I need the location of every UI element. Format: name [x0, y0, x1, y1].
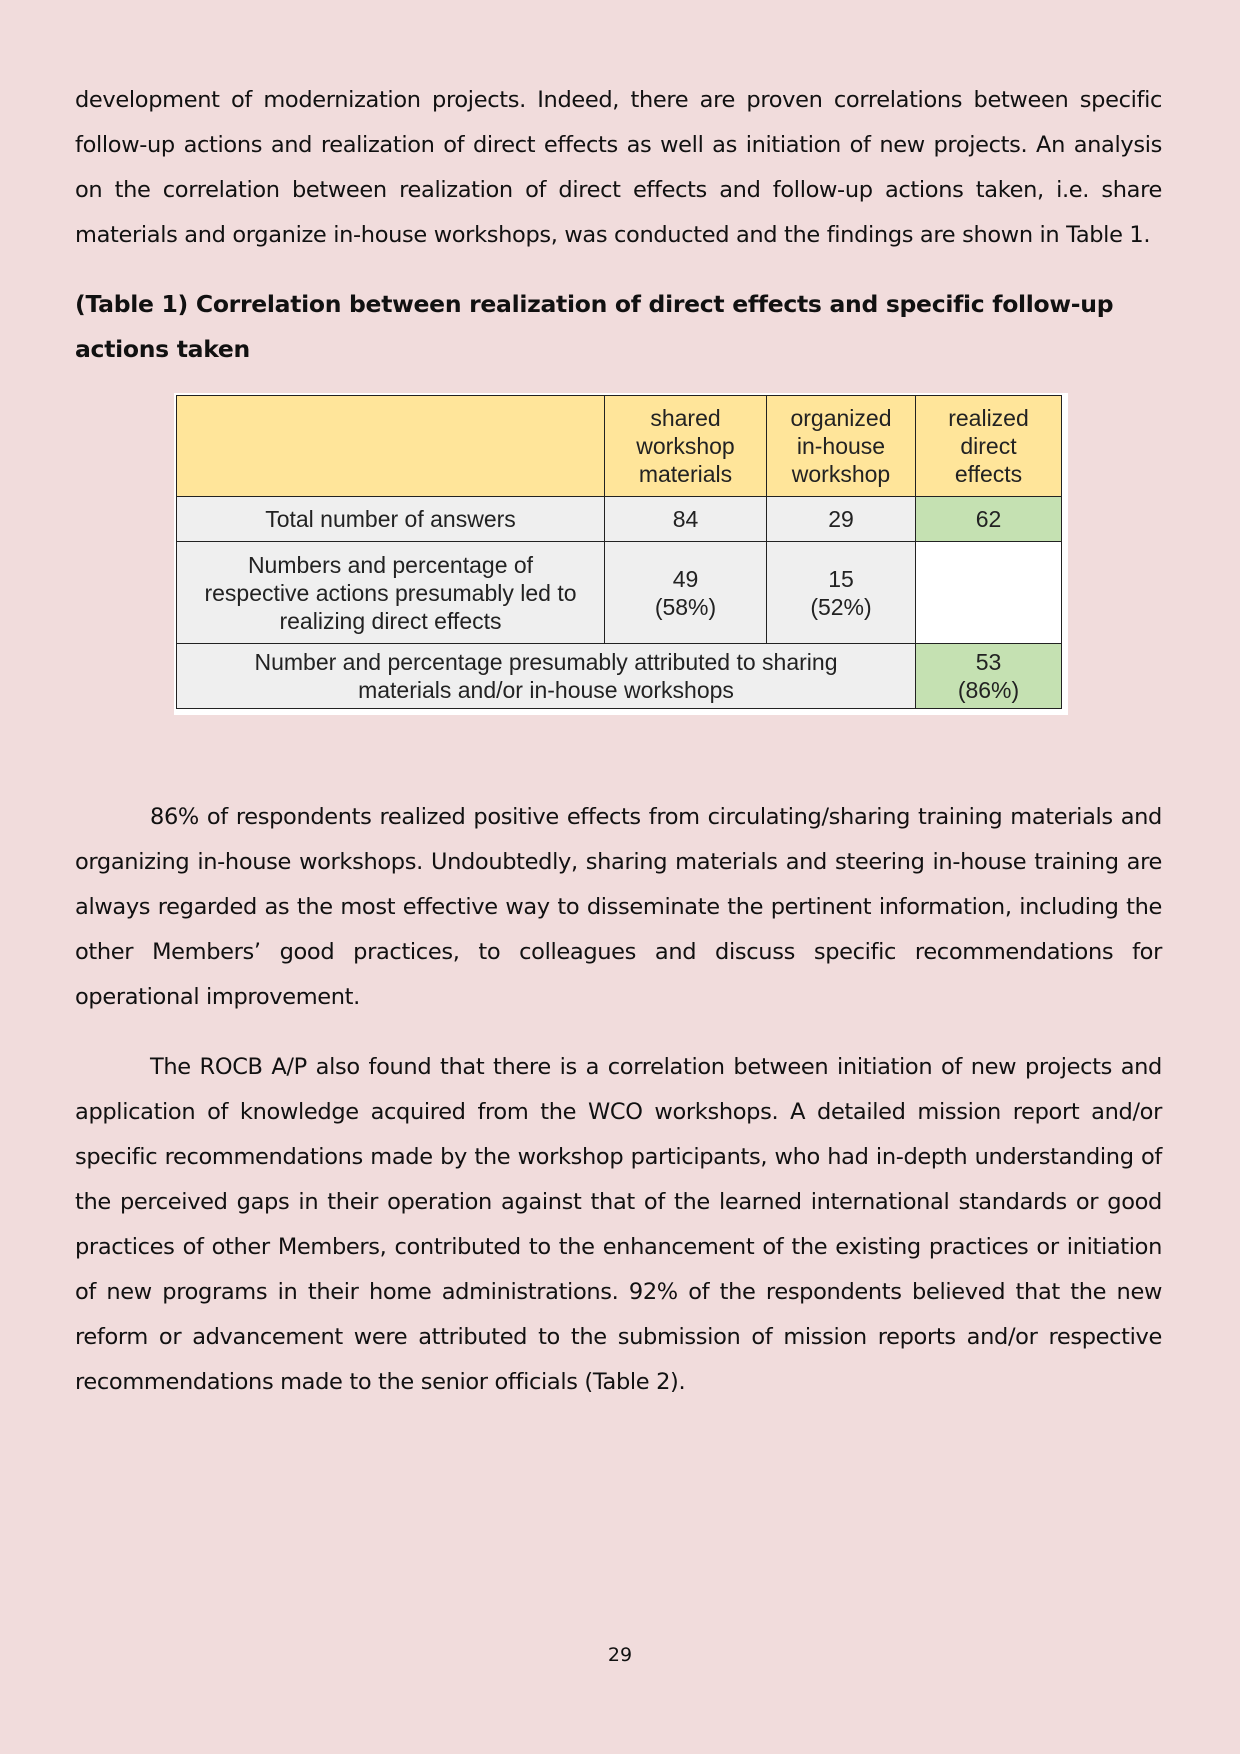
page-body-lower — [75, 795, 1162, 1405]
cell-total-shared: 84 — [605, 497, 767, 542]
header-shared-materials: shared workshop materials — [605, 396, 767, 497]
page-number: 29 — [607, 1644, 633, 1666]
cell-led-to-organized: 15 (52%) — [767, 542, 916, 644]
paragraph-3: The ROCB A/P also found that there is a correlation between initiation of new projects and application of knowledge acquired from the WCO workshops. A detailed mission report and/or specific recommendations made by the workshop participants, who had in-depth understanding of the perceived gaps in their operation against that of the learned international standards or good practices of other Members, contributed to the enhancement of the existing practices or initiation of new programs in their home administrations. 92% of the respondents believed that the new reform or advancement were attributed to the submission of mission reports and/or respective recommendations made to the senior officials (Table 2). — [75, 1054, 1162, 1395]
row-label-total: Total number of answers — [177, 497, 605, 542]
table-row-total — [177, 497, 1062, 542]
cell-total-organized: 29 — [767, 497, 916, 542]
cell-led-to-realized-empty — [916, 542, 1062, 644]
cell-attributed-realized: 53 (86%) — [916, 644, 1062, 709]
table-1-container — [174, 393, 1068, 715]
header-organized-workshop: organized in-house workshop — [767, 396, 916, 497]
row-label-attributed: Number and percentage presumably attributed to sharing materials and/or in-house workshops — [177, 644, 916, 709]
paragraph-2: 86% of respondents realized positive effects from circulating/sharing training materials and organizing in-house workshops. Undoubtedly, sharing materials and steering in-house training are always regarded as the most effective way to disseminate the pertinent information, including the other Members’ good practices, to colleagues and discuss specific recommendations for operational improvement. — [75, 804, 1162, 1010]
correlation-table — [176, 395, 1062, 709]
header-realized-effects: realized direct effects — [916, 396, 1062, 497]
table-header-row — [177, 396, 1062, 497]
header-empty-cell — [177, 396, 605, 497]
intro-paragraph: development of modernization projects. Indeed, there are proven correlations between specific follow-up actions and realization of direct effects as well as initiation of new projects. An analysis on the correlation between realization of direct effects and follow-up actions taken, i.e. share materials and organize in-house workshops, was conducted and the findings are shown in Table 1. — [75, 87, 1162, 248]
cell-led-to-shared: 49 (58%) — [605, 542, 767, 644]
cell-total-realized: 62 — [916, 497, 1062, 542]
page-body — [75, 78, 1162, 372]
table-row-led-to — [177, 542, 1062, 644]
table-caption: (Table 1) Correlation between realization of direct effects and specific follow-up actions taken — [75, 290, 1114, 363]
table-row-attributed — [177, 644, 1062, 709]
row-label-led-to: Numbers and percentage of respective actions presumably led to realizing direct effects — [177, 542, 605, 644]
